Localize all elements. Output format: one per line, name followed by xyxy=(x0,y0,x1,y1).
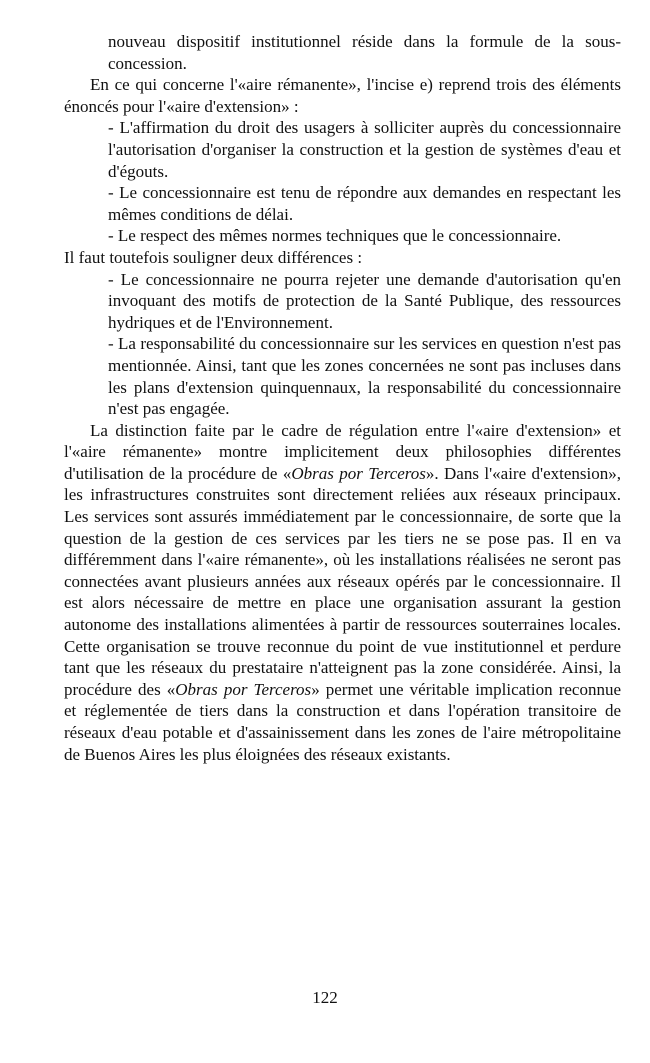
document-page xyxy=(64,31,621,765)
italic-term-obras-por-terceros: Obras por Terceros xyxy=(175,679,312,699)
paragraph-aire-remanente-intro: En ce qui concerne l'«aire rémanente», l'incise e) reprend trois des éléments énoncés pour l'«aire d'extension» : xyxy=(64,75,621,116)
text-segment: » permet une véritable implication reconnue et réglementée de tiers dans la construction et dans l'opération transitoire de réseaux d'eau potable et d'assainissement dans les zones de l'aire métropolitaine de Buenos Aires les plus éloignées des réseaux existants. xyxy=(64,679,622,764)
list-item-responsabilite: - La responsabilité du concessionnaire sur les services en question n'est pas mentionnée. Ainsi, tant que les zones concernées ne sont pas incluses dans les plans d'extension quinquennaux, la responsabilité du concessionnaire n'est pas engagée. xyxy=(108,334,621,419)
paragraph-differences-intro: Il faut toutefois souligner deux différences : xyxy=(64,247,363,267)
list-item-normes: - Le respect des mêmes normes techniques que le concessionnaire. xyxy=(108,226,562,246)
text-segment: ». Dans l'«aire d'extension», les infrastructures construites sont directement reliées aux réseaux principaux. Les services sont assurés immédiatement par le concessionnaire, de sorte que la question de la gestion de ces services par les tiers ne se pose pas. Il en va différemment dans l'«aire rémanente», où les installations réalisées ne seront pas connectées avant plusieurs années aux réseaux opérés par le concessionnaire. Il est alors nécessaire de mettre en place une organisation assurant la gestion autonome des installations alimentées à partir de ressources souterraines locales. Cette organisation se trouve reconnue du point de vue institutionnel et perdure tant que les réseaux du prestataire n'atteignent pas la zone considérée. Ainsi, la procédure des « xyxy=(64,463,621,699)
paragraph-distinction xyxy=(64,420,621,766)
text-segment: La distinction faite par le cadre de régulation entre l'«aire d'extension» et l'«aire rémanente» montre implicitement deux philosophies différentes d'utilisation de la procédure de « xyxy=(64,420,621,483)
italic-term-obras-por-terceros: Obras por Terceros xyxy=(291,463,426,483)
paragraph-continuation: nouveau dispositif institutionnel réside dans la formule de la sous-concession. xyxy=(108,32,621,73)
list-item-affirmation: - L'affirmation du droit des usagers à solliciter auprès du concessionnaire l'autorisation d'organiser la construction et la gestion de systèmes d'eau et d'égouts. xyxy=(108,118,621,181)
list-item-delai: - Le concessionnaire est tenu de répondre aux demandes en respectant les mêmes conditions de délai. xyxy=(108,183,621,224)
list-item-rejet: - Le concessionnaire ne pourra rejeter une demande d'autorisation qu'en invoquant des motifs de protection de la Santé Publique, des ressources hydriques et de l'Environnement. xyxy=(108,269,621,332)
page-number: 122 xyxy=(312,988,338,1007)
